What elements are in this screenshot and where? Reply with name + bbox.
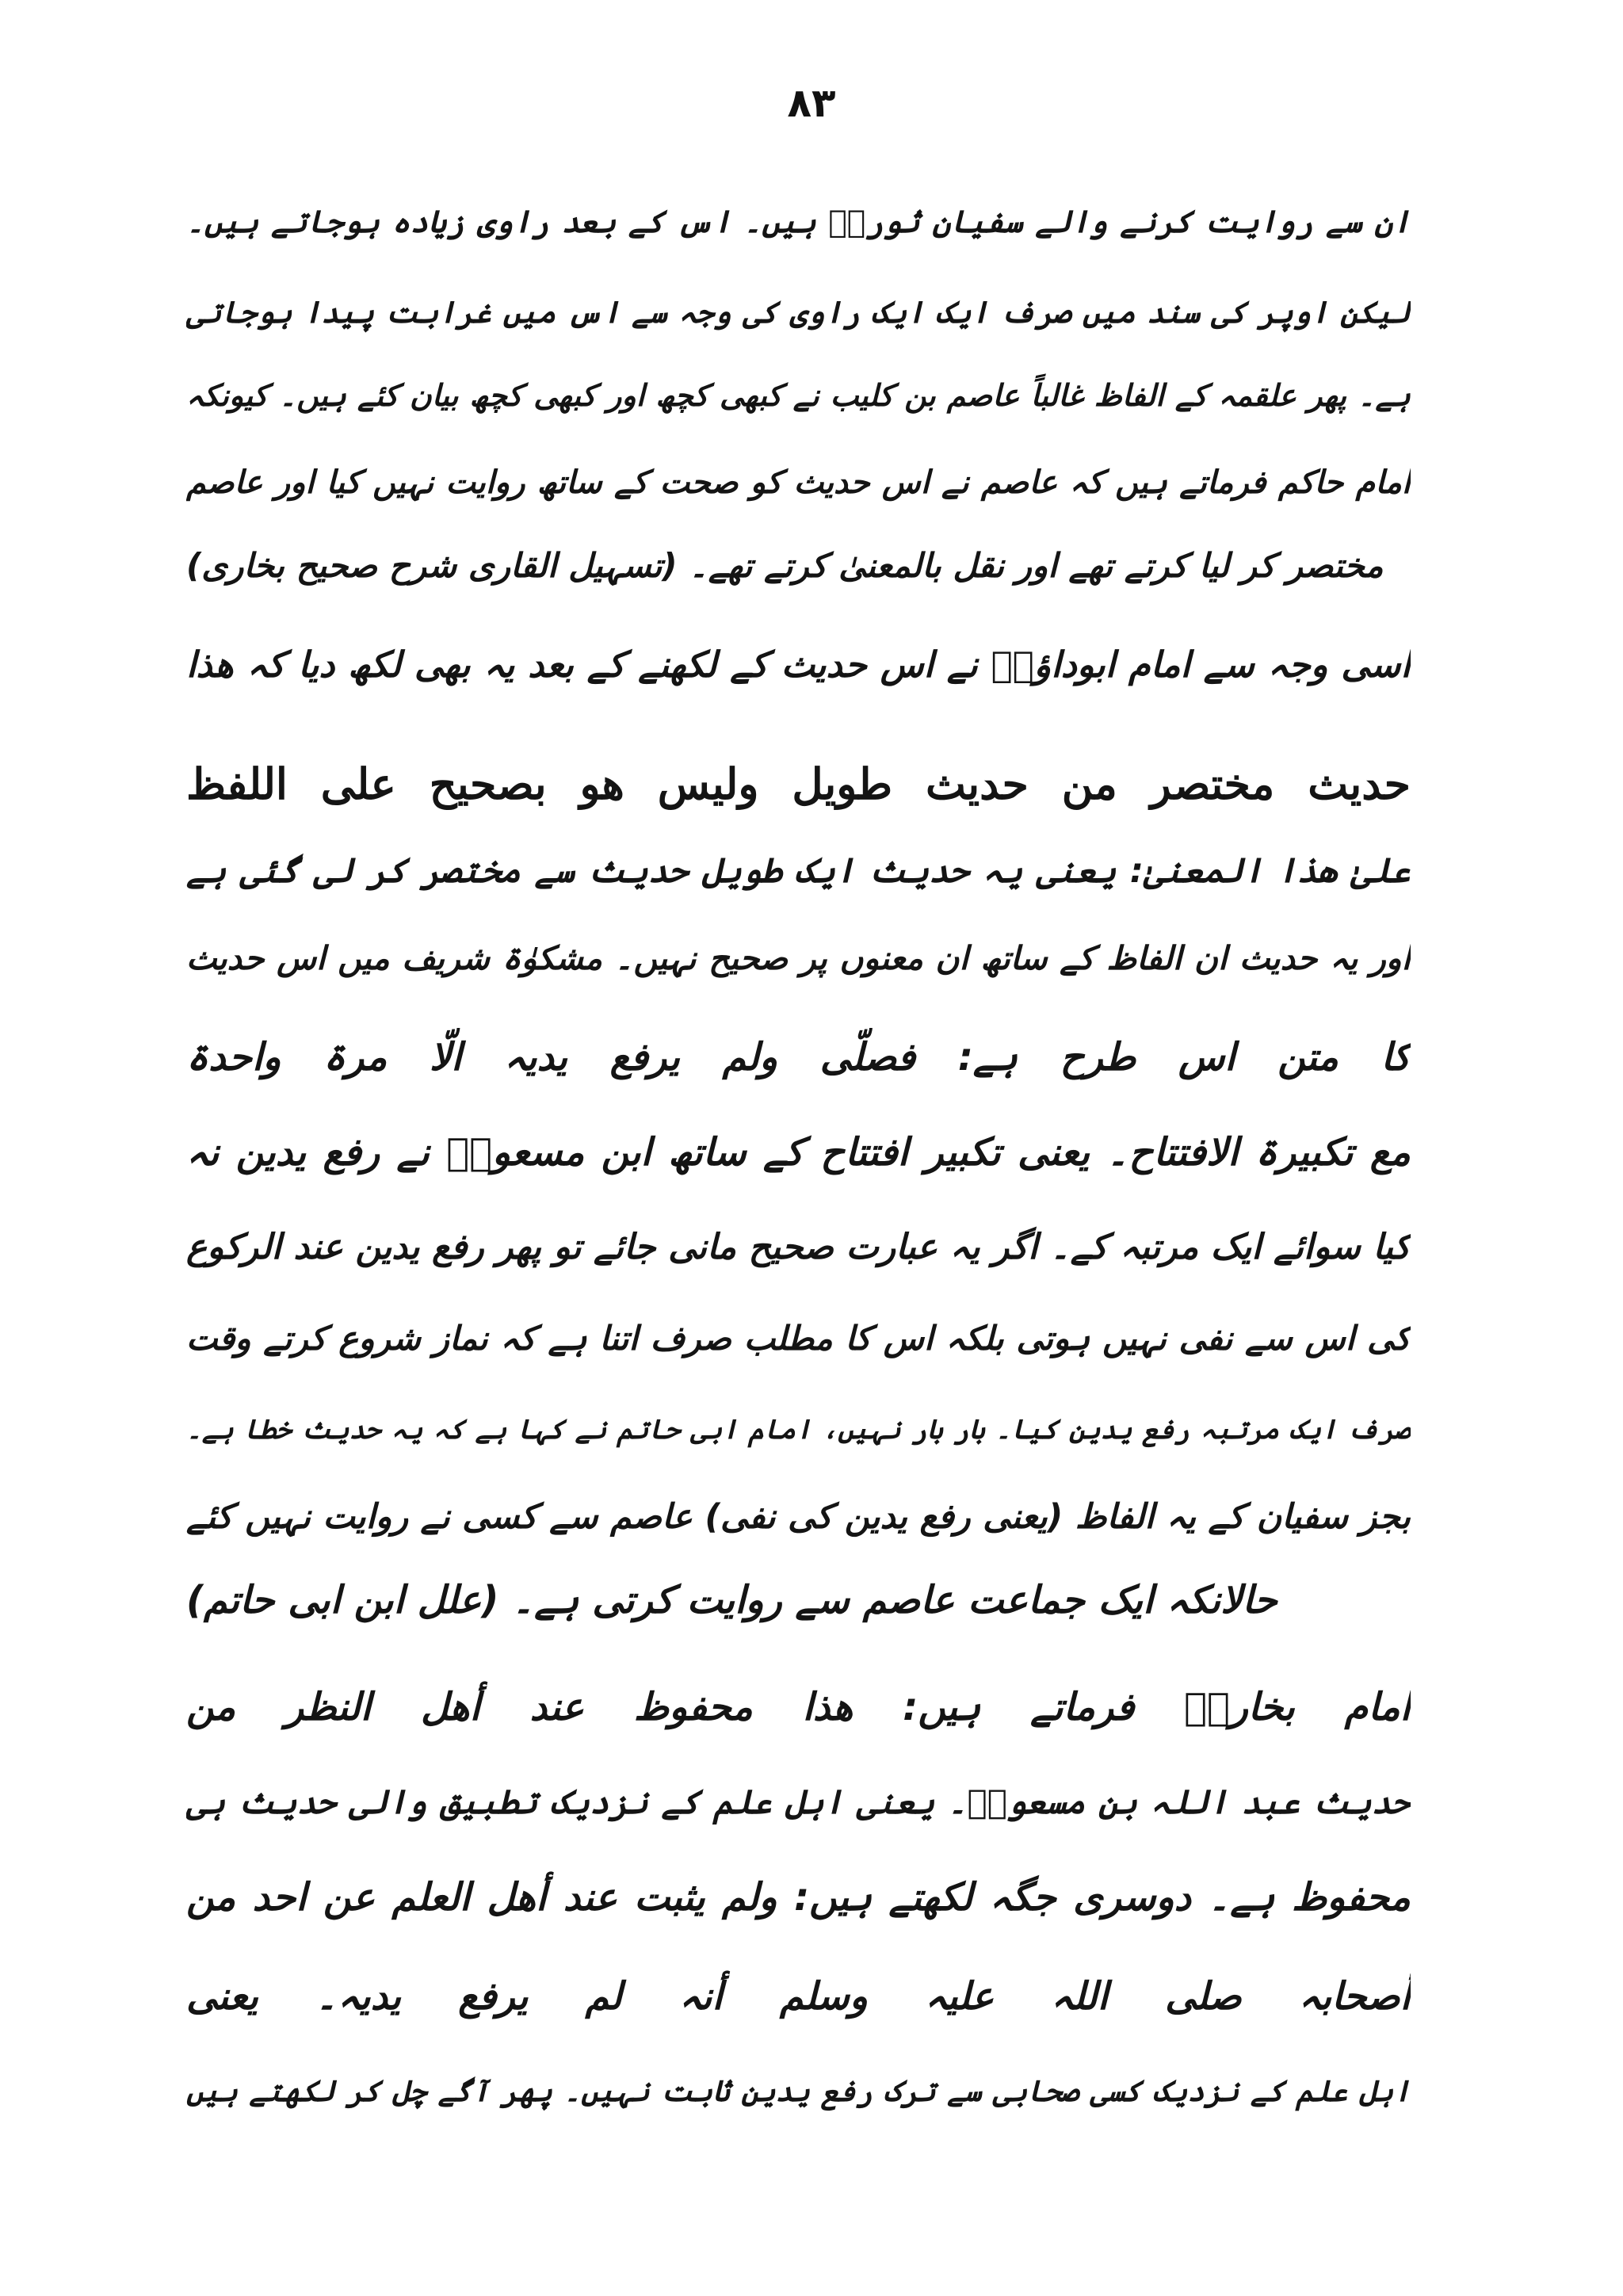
text-line-4: امام حاکم فرماتے ہیں کہ عاصم نے اس حدیث کو صحت کے ساتھ روایت نہیں کیا اور عاصم (186, 464, 1411, 501)
text-line-13: کی اس سے نفی نہیں ہوتی بلکہ اس کا مطلب صرف اتنا ہے کہ نماز شروع کرتے وقت (186, 1319, 1411, 1358)
text-line-21: اہل علم کے نزدیک کسی صحابی سے ترک رفع یدین ثابت نہیں۔ پھر آگے چل کر لکھتے ہیں (186, 2074, 1411, 2108)
text-line-15: بجز سفیان کے یہ الفاظ (یعنی رفع یدین کی نفی) عاصم سے کسی نے روایت نہیں کئے (186, 1497, 1411, 1537)
text-line-3: ہے۔ پھر علقمہ کے الفاظ غالباً عاصم بن کلیب نے کبھی کچھ اور کبھی کچھ بیان کئے ہیں۔ کیونکہ (186, 378, 1411, 413)
text-line-7: حدیث مختصر من حدیث طویل ولیس ھو بصحیح علی اللفظ (186, 758, 1411, 809)
text-line-19: محفوظ ہے۔ دوسری جگہ لکھتے ہیں: ولم یثبت عند أھل العلم عن احد من (186, 1875, 1411, 1920)
text-line-11: مع تکبیرۃ الافتتاح۔ یعنی تکبیر افتتاح کے ساتھ ابن مسعودؓ نے رفع یدین نہ (186, 1130, 1411, 1175)
text-line-18: حدیث عبد اللہ بن مسعودؓ۔ یعنی اہل علم کے نزدیک تطبیق والی حدیث ہی (186, 1782, 1411, 1821)
text-line-9: اور یہ حدیث ان الفاظ کے ساتھ ان معنوں پر صحیح نہیں۔ مشکوٰۃ شریف میں اس حدیث (186, 939, 1411, 977)
text-line-10: کا متن اس طرح ہے: فصلّی ولم یرفع یدیہ الّا مرۃ واحدۃ (186, 1035, 1411, 1079)
page-number: ۸۳ (787, 80, 836, 126)
text-line-17: امام بخاریؒ فرماتے ہیں: ھذا محفوظ عند أھل النظر من (186, 1685, 1411, 1729)
text-line-5: مختصر کر لیا کرتے تھے اور نقل بالمعنیٰ کرتے تھے۔ (تسہیل القاری شرح صحیح بخاری) (186, 546, 1384, 585)
text-line-14: صرف ایک مرتبہ رفع یدین کیا۔ بار بار نہیں، امام ابی حاتم نے کہا ہے کہ یہ حدیث خطا ہے۔ (186, 1414, 1411, 1446)
text-line-20: أصحابہ صلی اللہ علیہ وسلم أنہ لم یرفع یدیہ۔ یعنی (186, 1974, 1411, 2019)
text-line-2: لیکن اوپر کی سند میں صرف ایک ایک راوی کی وجہ سے اس میں غرابت پیدا ہوجاتی (186, 295, 1411, 330)
text-line-8: علیٰ ھذا المعنیٰ: یعنی یہ حدیث ایک طویل حدیث سے مختصر کر لی گئی ہے (186, 851, 1411, 891)
text-line-16: حالانکہ ایک جماعت عاصم سے روایت کرتی ہے۔ (علل ابن ابی حاتم) (186, 1578, 1277, 1622)
text-line-1: ان سے روایت کرنے والے سفیان ثوریؒ ہیں۔ اس کے بعد راوی زیادہ ہوجاتے ہیں۔ (186, 204, 1411, 240)
text-line-6: اسی وجہ سے امام ابوداؤدؒ نے اس حدیث کے لکھنے کے بعد یہ بھی لکھ دیا کہ ھذا (186, 644, 1411, 686)
text-line-12: کیا سوائے ایک مرتبہ کے۔ اگر یہ عبارت صحیح مانی جائے تو پھر رفع یدین عند الرکوع (186, 1227, 1411, 1267)
